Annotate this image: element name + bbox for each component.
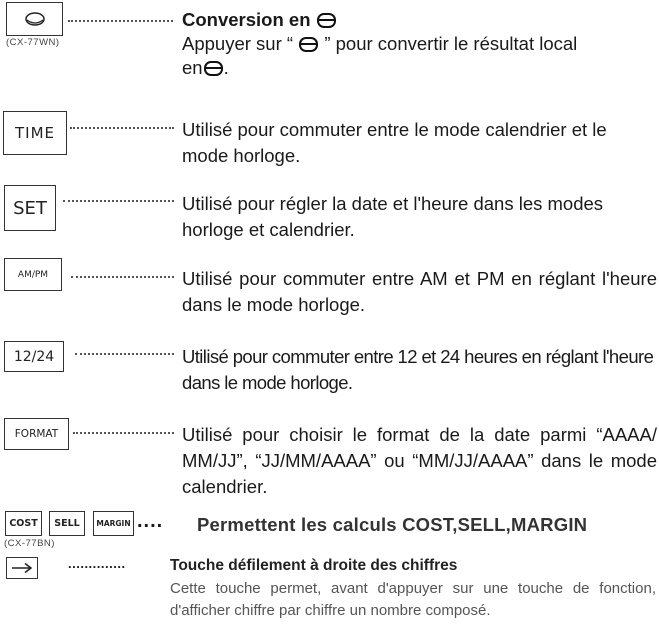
margin-desc: Permettent les calculs COST,SELL,MARGIN [197, 514, 588, 535]
leader-dots: .............. [68, 556, 126, 571]
ampm-desc: Utilisé pour commuter entre AM et PM en réglant l'heure dans le mode horloge. [182, 268, 657, 315]
leader-dots [73, 432, 174, 434]
set-desc: Utilisé pour régler la date et l'heure dans les modes horloge et calendrier. [182, 193, 604, 240]
currency-coin-icon [24, 11, 46, 27]
shift-desc: Cette touche permet, avant d'appuyer sur une touche de fonction, d'afficher chiffre par chiffre un nombre composé. [170, 580, 656, 619]
leader-dots [70, 127, 174, 129]
leader-dots [75, 353, 174, 355]
sell-key[interactable]: SELL [49, 511, 85, 536]
time-key[interactable]: TIME [3, 111, 67, 155]
currency-desc: Conversion en Appuyer sur “ ” pour convertir le résultat local en . [182, 9, 578, 78]
ampm-key[interactable]: AM/PM [4, 258, 62, 291]
right-shift-key[interactable] [6, 557, 38, 579]
shift-title: Touche défilement à droite des chiffres [170, 557, 458, 574]
hour-format-key[interactable]: 12/24 [4, 341, 64, 372]
leader-dots [71, 276, 174, 278]
hour-desc: Utilisé pour commuter entre 12 et 24 heures en réglant l'heure dans le mode horloge. [182, 346, 654, 393]
right-arrow-icon [10, 562, 34, 574]
cost-key[interactable]: COST [5, 511, 42, 536]
currency-key[interactable] [6, 2, 63, 36]
margin-key[interactable]: MARGIN [93, 511, 134, 536]
currency-symbol-icon [299, 37, 318, 52]
leader-dots [63, 200, 174, 202]
currency-key-model: (CX-77WN) [6, 37, 60, 48]
format-key[interactable]: FORMAT [4, 418, 69, 450]
leader-dots: .... [137, 510, 164, 532]
currency-symbol-icon [317, 13, 336, 28]
margin-keys-model: (CX-77BN) [4, 538, 55, 549]
currency-symbol-icon [204, 61, 223, 76]
time-desc: Utilisé pour commuter entre le mode calendrier et le mode horloge. [182, 119, 607, 166]
set-key[interactable]: SET [4, 185, 56, 231]
currency-title: Conversion en [182, 9, 337, 30]
format-desc: Utilisé pour choisir le format de la date parmi “AAAA/ MM/JJ”, “JJ/MM/AAAA” ou “MM/JJ/AAAA” dans le mode calendrier. [182, 424, 657, 497]
leader-dots [68, 20, 173, 22]
